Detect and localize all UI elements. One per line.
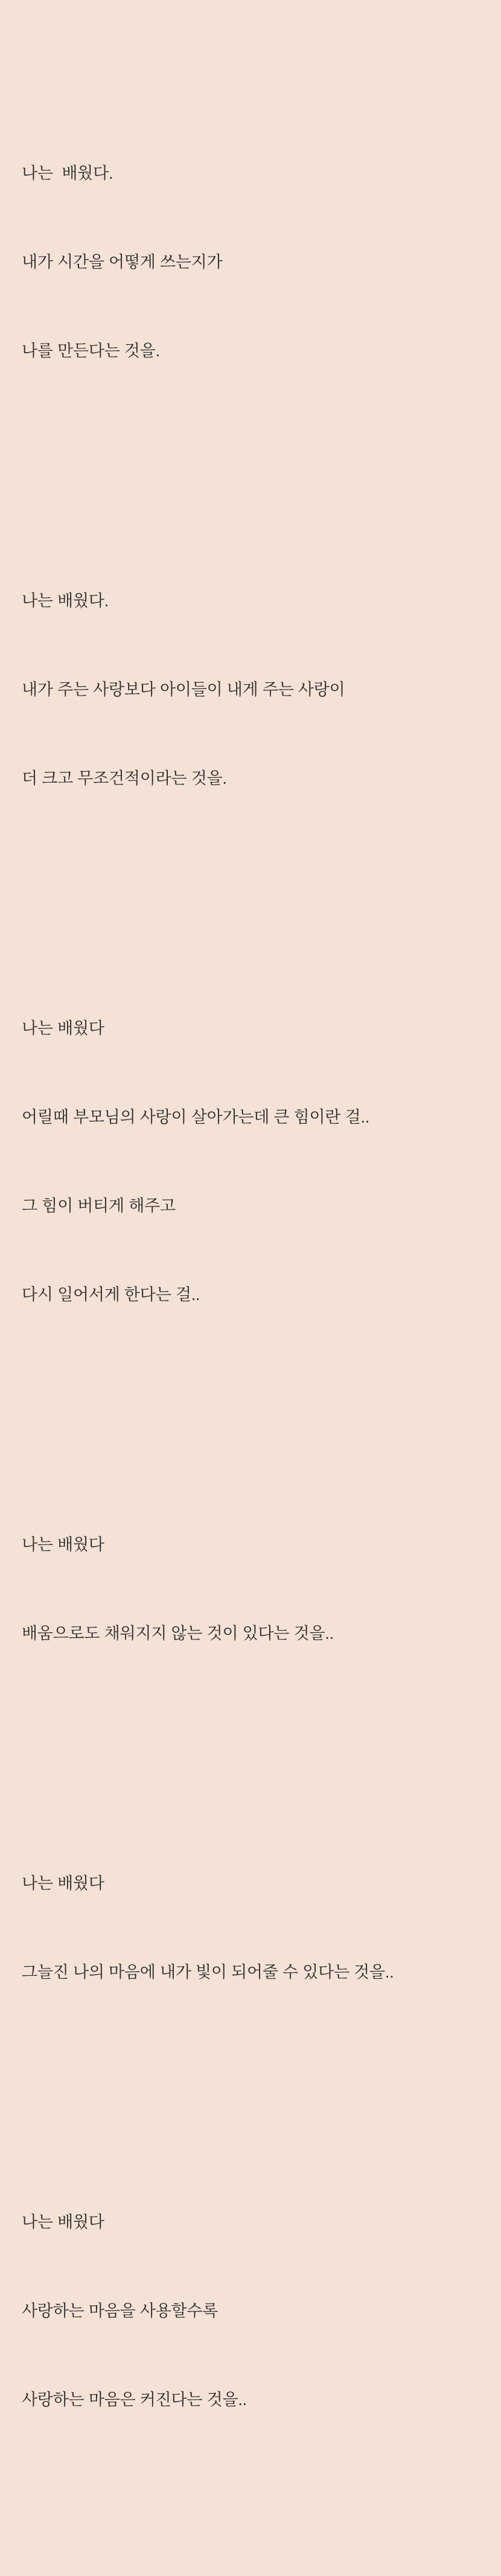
poem-stanza: [22, 100, 483, 425]
poem-line: 그 힘이 버티게 해주고: [22, 1197, 176, 1215]
poem-body: [22, 11, 483, 2576]
poem-stanza: [22, 1471, 483, 1708]
poem-line: 다시 일어서게 한다는 걸..: [22, 1286, 200, 1304]
poem-line: 더 크고 무조건적이라는 것을.: [22, 769, 227, 787]
poem-line: 나는 배웠다: [22, 1536, 104, 1554]
poem-line: 사랑하는 마음은 커진다는 것을..: [22, 2391, 247, 2409]
poem-line: 나는 배웠다: [22, 1019, 104, 1037]
poem-stanza: [22, 527, 483, 853]
poem-line: 내가 시간을 어떻게 쓰는지가: [22, 253, 223, 271]
poem-line: 어릴때 부모님의 사랑이 살아가는데 큰 힘이란 걸..: [22, 1108, 370, 1126]
poem-line: 사랑하는 마음을 사용할수록: [22, 2302, 219, 2320]
poem-stanza: [22, 1810, 483, 2046]
poem-stanza: [22, 2148, 483, 2474]
poem-line: 나는 배웠다.: [22, 164, 113, 182]
poem-line: 나는 배웠다: [22, 1874, 104, 1892]
poem-line: 배움으로도 채워지지 않는 것이 있다는 것을..: [22, 1624, 334, 1642]
poem-stanza: [22, 955, 483, 1369]
poem-line: 나는 배웠다: [22, 2213, 104, 2231]
poem-line: 그늘진 나의 마음에 내가 빛이 되어줄 수 있다는 것을..: [22, 1963, 394, 1981]
poem-line: 내가 주는 사랑보다 아이들이 내게 주는 사랑이: [22, 681, 345, 699]
poem-line: 나는 배웠다.: [22, 592, 109, 610]
poem-line: 나를 만든다는 것을.: [22, 342, 160, 360]
